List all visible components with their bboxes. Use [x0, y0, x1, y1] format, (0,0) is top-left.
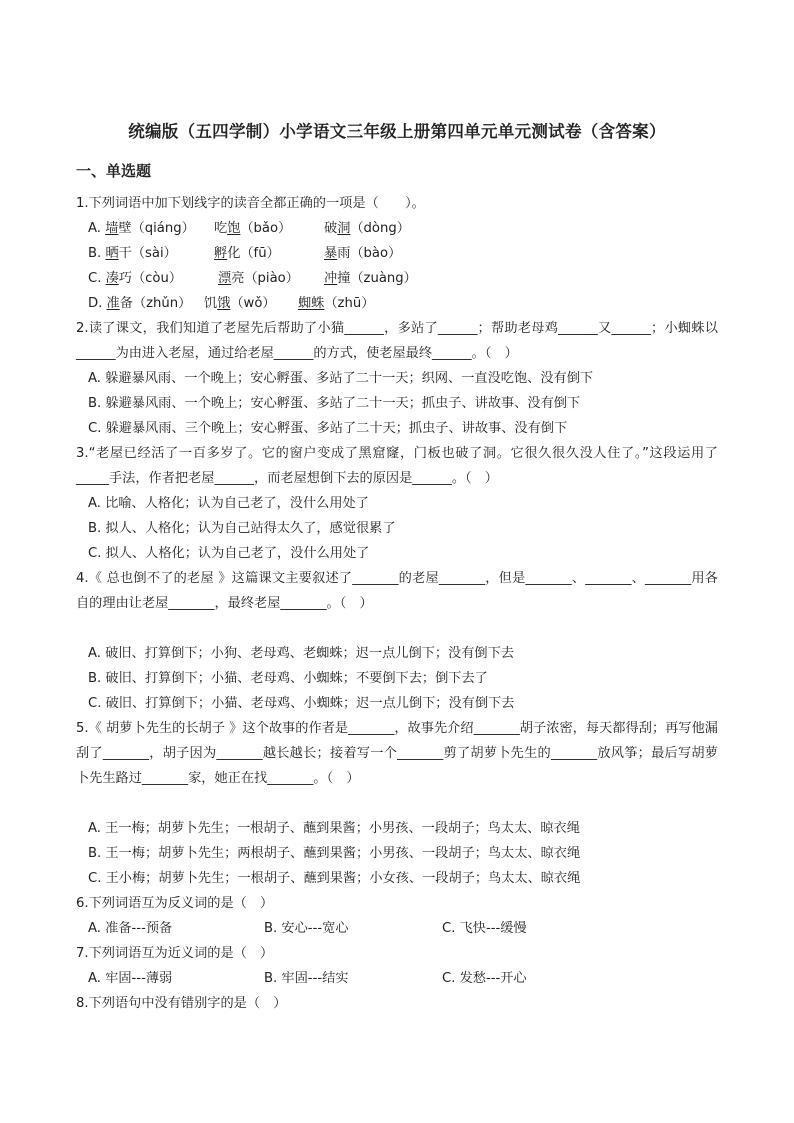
- question-4-option-c[interactable]: C. 破旧、打算倒下；小猫、老母鸡、小蜘蛛；迟一点儿倒下；没有倒下去: [88, 696, 515, 711]
- underlined-char: 孵: [214, 246, 228, 261]
- question-6-option-c[interactable]: C. 飞快---缓慢: [442, 921, 527, 936]
- question-1-stem: 1.下列词语中加下划线字的读音全都正确的一项是（ ）。: [76, 196, 425, 211]
- question-5-option-b[interactable]: B. 王一梅；胡萝卜先生；两根胡子、蘸到果酱；小男孩、一段胡子；鸟太太、晾衣绳: [88, 846, 581, 861]
- question-5-option-c[interactable]: C. 王小梅；胡萝卜先生；一根胡子、蘸到果酱；小女孩、一段胡子；鸟太太、晾衣绳: [88, 871, 581, 886]
- underlined-char: 冲: [324, 271, 338, 286]
- option-text: 备（zhǔn）: [119, 296, 192, 311]
- underlined-char: 凑: [105, 271, 119, 286]
- option-text: 巧（còu）: [118, 271, 183, 286]
- question-7-option-a[interactable]: A. 牢固---薄弱: [88, 971, 173, 986]
- underlined-char: 蜘蛛: [298, 296, 325, 311]
- option-label: D.: [88, 296, 107, 311]
- option-text: 壁（qiáng）: [118, 221, 195, 236]
- underlined-char: 饱: [227, 221, 241, 236]
- option-text: 亮（piào）: [231, 271, 299, 286]
- option-text: 饥: [204, 296, 218, 311]
- option-text: 雨（bào）: [337, 246, 402, 261]
- question-4-option-a[interactable]: A. 破旧、打算倒下；小狗、老母鸡、老蜘蛛；迟一点儿倒下；没有倒下去: [88, 646, 514, 661]
- underlined-char: 晒: [105, 246, 119, 261]
- question-4-stem: 4.《 总也倒不了的老屋 》这篇课文主要叙述了_______的老屋_______，但是_______、_______、_______用各自的理由让老屋_______，最终老屋_______。（ ）: [76, 571, 718, 611]
- underlined-char: 漂: [218, 271, 232, 286]
- question-4-option-b[interactable]: B. 破旧、打算倒下；小猫、老母鸡、小蜘蛛；不要倒下去；倒下去了: [88, 671, 488, 686]
- question-3-option-a[interactable]: A. 比喻、人格化；认为自己老了，没什么用处了: [88, 496, 369, 511]
- option-text: 吃: [214, 221, 228, 236]
- option-text: （dòng）: [350, 221, 410, 236]
- question-7-stem: 7.下列词语互为近义词的是（ ）: [76, 946, 274, 961]
- question-7-option-c[interactable]: C. 发愁---开心: [442, 971, 527, 986]
- underlined-char: 准: [106, 296, 120, 311]
- question-2-option-c[interactable]: C. 躲避暴风雨、三个晚上；安心孵蛋、多站了二十天；抓虫子、讲故事、没有倒下: [88, 421, 568, 436]
- option-text: （bǎo）: [240, 221, 292, 236]
- underlined-char: 暴: [324, 246, 338, 261]
- option-text: 干（sài）: [118, 246, 177, 261]
- question-6-option-b[interactable]: B. 安心---宽心: [264, 921, 349, 936]
- question-3-option-b[interactable]: B. 拟人、人格化；认为自己站得太久了，感觉很累了: [88, 521, 396, 536]
- option-label: B.: [88, 246, 106, 261]
- question-2-option-a[interactable]: A. 躲避暴风雨、一个晚上；安心孵蛋、多站了二十一天；织网、一直没吃饱、没有倒下: [88, 371, 594, 386]
- page-title: 统编版（五四学制）小学语文三年级上册第四单元单元测试卷（含答案）: [128, 122, 666, 141]
- option-text: 撞（zuàng）: [337, 271, 417, 286]
- option-text: （wǒ）: [230, 296, 276, 311]
- option-text: （zhū）: [324, 296, 375, 311]
- question-2-stem: 2.读了课文，我们知道了老屋先后帮助了小猫______，多站了______；帮助老母鸡______又______；小蜘蛛以______为由进入老屋，通过给老屋______的方式，使老屋最终______。（ ）: [76, 321, 718, 361]
- section-heading: 一、单选题: [76, 162, 152, 180]
- option-text: 破: [324, 221, 338, 236]
- underlined-char: 墙: [105, 221, 119, 236]
- option-label: A.: [88, 221, 106, 236]
- question-3-stem: 3.“老屋已经活了一百多岁了。它的窗户变成了黑窟窿，门板也破了洞。它很久很久没人住了。”这段运用了_____手法，作者把老屋______，而老屋想倒下去的原因是______。（ ）: [76, 446, 718, 486]
- option-label: C.: [88, 271, 106, 286]
- option-text: 化（fū）: [227, 246, 280, 261]
- question-5-stem: 5.《 胡萝卜先生的长胡子 》这个故事的作者是_______，故事先介绍_______胡子浓密，每天都得刮；再写他漏刮了_______，胡子因为_______越长越长；接着写一个_______剪了胡萝卜先生的_______放风筝；最后写胡萝卜先生路过_______家，她正在找_______。（ ）: [76, 721, 718, 786]
- question-7-option-b[interactable]: B. 牢固---结实: [264, 971, 349, 986]
- underlined-char: 饿: [217, 296, 231, 311]
- question-5-option-a[interactable]: A. 王一梅；胡萝卜先生；一根胡子、蘸到果酱；小男孩、一段胡子；鸟太太、晾衣绳: [88, 821, 580, 836]
- underlined-char: 洞: [337, 221, 351, 236]
- question-6-option-a[interactable]: A. 准备---预备: [88, 921, 173, 936]
- question-6-stem: 6.下列词语互为反义词的是（ ）: [76, 896, 274, 911]
- question-8-stem: 8.下列语句中没有错别字的是（ ）: [76, 996, 287, 1011]
- question-3-option-c[interactable]: C. 拟人、人格化；认为自己老了，没什么用处了: [88, 546, 370, 561]
- question-2-option-b[interactable]: B. 躲避暴风雨、一个晚上；安心孵蛋、多站了二十一天；抓虫子、讲故事、没有倒下: [88, 396, 581, 411]
